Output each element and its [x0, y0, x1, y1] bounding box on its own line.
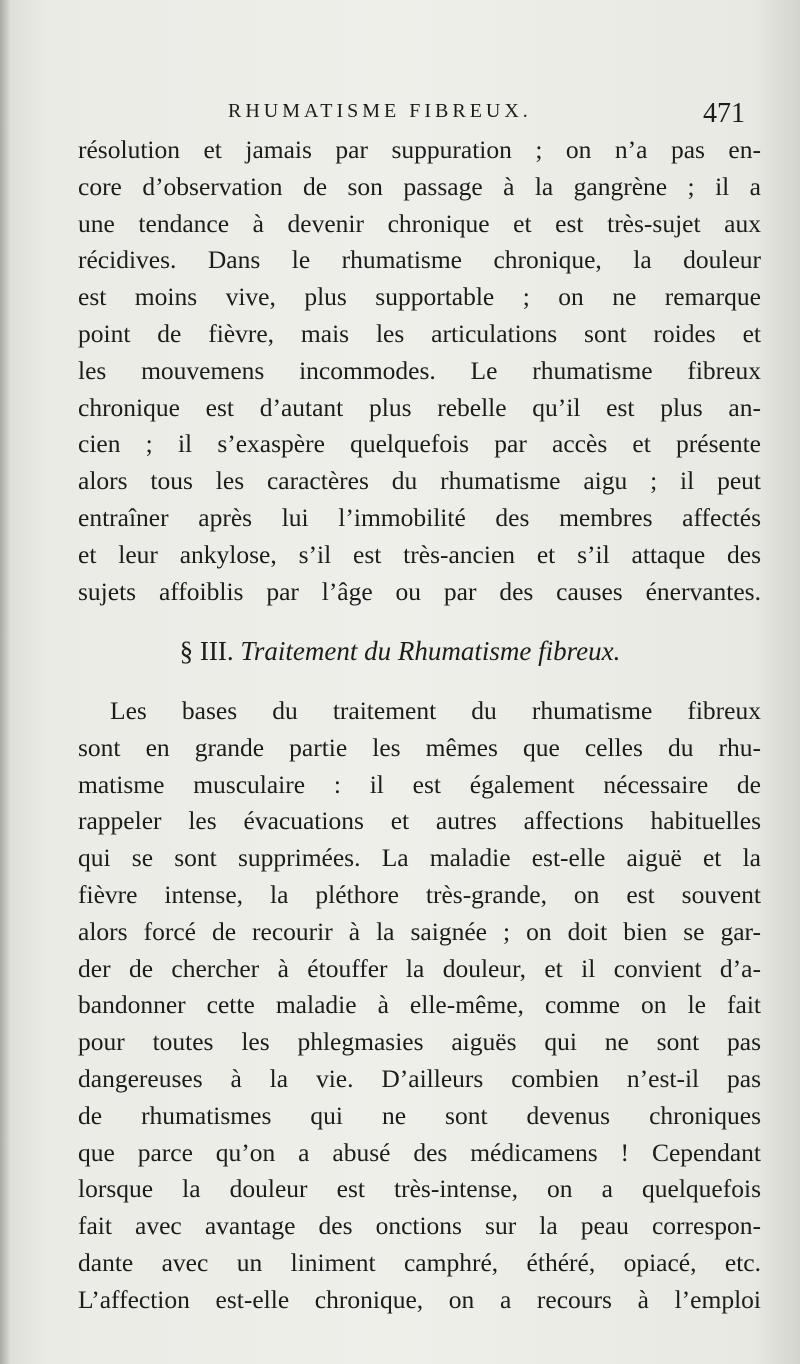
- text-line: matisme musculaire : il est également nécessaire de: [78, 769, 761, 799]
- page-edge-shadow: [0, 0, 10, 1364]
- text-line: fait avec avantage des onctions sur la peau correspon-: [78, 1211, 761, 1241]
- text-line: récidives. Dans le rhumatisme chronique, la douleur: [78, 245, 761, 275]
- text-line: der de chercher à étouffer la douleur, et il convient d’a-: [78, 953, 761, 983]
- section-number: § III.: [179, 636, 234, 666]
- text-line: L’affection est-elle chronique, on a recours à l’emploi: [78, 1284, 761, 1314]
- text-line: sujets affoiblis par l’âge ou par des causes énervantes.: [78, 576, 761, 606]
- text-line: dangereuses à la vie. D’ailleurs combien n’est-il pas: [78, 1063, 761, 1093]
- text-line: que parce qu’on a abusé des médicamens ! Cependant: [78, 1137, 761, 1167]
- text-line: entraîner après lui l’immobilité des membres affectés: [78, 502, 761, 532]
- section-title: Traitement du Rhumatisme fibreux.: [240, 636, 621, 666]
- text-line: cien ; il s’exaspère quelquefois par accès et présente: [78, 429, 761, 459]
- page-header: [0, 98, 800, 132]
- text-line: qui se sont supprimées. La maladie est-elle aiguë et la: [78, 843, 761, 873]
- paragraph-continued: [78, 132, 761, 610]
- text-line: bandonner cette maladie à elle-même, comme on le fait: [78, 990, 761, 1020]
- text-line: sont en grande partie les mêmes que celles du rhu-: [78, 732, 761, 762]
- section-heading: [0, 636, 800, 667]
- text-line: est moins vive, plus supportable ; on ne remarque: [78, 282, 761, 312]
- text-line: et leur ankylose, s’il est très-ancien et s’il attaque des: [78, 539, 761, 569]
- text-line: les mouvemens incommodes. Le rhumatisme fibreux: [78, 355, 761, 385]
- text-line: fièvre intense, la pléthore très-grande, on est souvent: [78, 879, 761, 909]
- text-line: Les bases du traitement du rhumatisme fibreux: [110, 696, 761, 725]
- text-line: de rhumatismes qui ne sont devenus chroniques: [78, 1100, 761, 1130]
- paragraph-treatment: [78, 693, 761, 1319]
- text-line: dante avec un liniment camphré, éthéré, opiacé, etc.: [78, 1247, 761, 1277]
- page-number: 471: [703, 98, 745, 129]
- text-line: une tendance à devenir chronique et est très-sujet aux: [78, 208, 761, 238]
- text-line: point de fièvre, mais les articulations sont roides et: [78, 318, 761, 348]
- running-title: RHUMATISME FIBREUX.: [228, 100, 532, 122]
- text-line: chronique est d’autant plus rebelle qu’il est plus an-: [78, 392, 761, 422]
- text-line: alors forcé de recourir à la saignée ; on doit bien se gar-: [78, 916, 761, 946]
- text-line: résolution et jamais par suppuration ; on n’a pas en-: [78, 135, 761, 164]
- text-line: alors tous les caractères du rhumatisme aigu ; il peut: [78, 466, 761, 496]
- text-line: core d’observation de son passage à la gangrène ; il a: [78, 171, 761, 201]
- text-line: lorsque la douleur est très-intense, on a quelquefois: [78, 1174, 761, 1204]
- text-line: rappeler les évacuations et autres affections habituelles: [78, 806, 761, 836]
- text-line: pour toutes les phlegmasies aiguës qui ne sont pas: [78, 1027, 761, 1057]
